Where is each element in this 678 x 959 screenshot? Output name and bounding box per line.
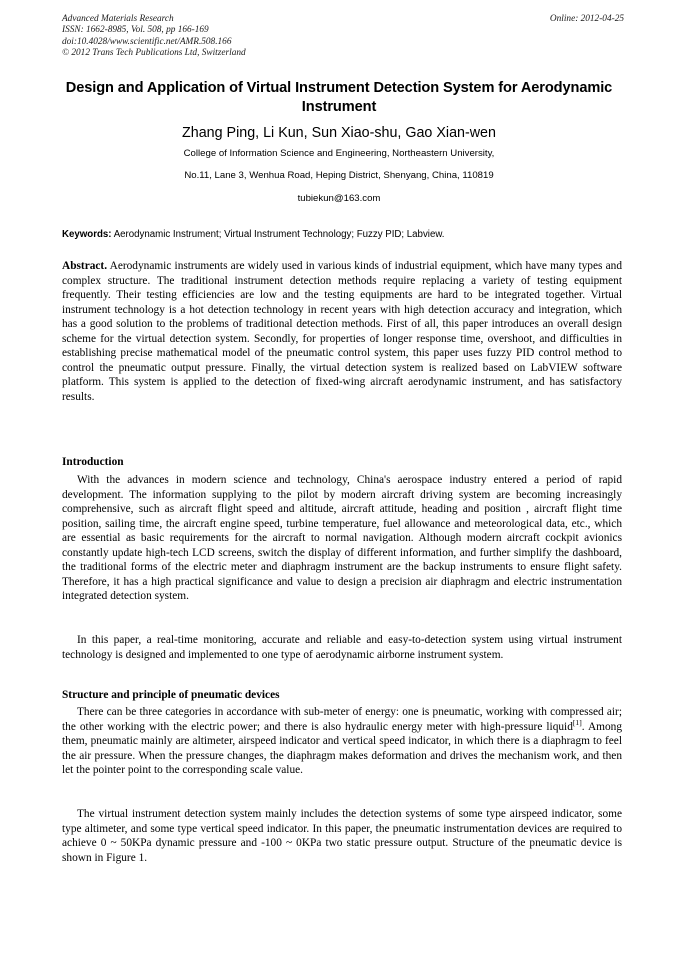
pneumatic-paragraph-1-part-1: There can be three categories in accordance with sub-meter of energy: one is pneumatic, working with compressed air; the other working with the electric power; and there is also hydraulic energy meter with high-pressure liquid [62,706,622,733]
journal-copyright-line: © 2012 Trans Tech Publications Ltd, Switzerland [62,47,246,58]
introduction-paragraph-1: With the advances in modern science and technology, China's aerospace industry entered a period of rapid development. The information supplying to the pilot by modern aircraft driving system are becoming increasingly comprehensive, such as aircraft flight speed and altitude, aircraft attitude, heading and position , aircraft flight time position, sailing time, the aircraft engine speed, turbine temperature, fuel allowance and meteorological data, etc., which are essential as basic requirements for the aircraft to normal navigation. Although modern aircraft cockpit avionics constantly update high-tech LCD screens, switch the display of different information, and further simplify the dashboard, the traditional forms of the electric meter and diaphragm instrument are the backup instruments to ensure flight safety. Therefore, it has a high practical significance and value to design a precision air diaphragm and electric instrumentation integrated detection system. [62,474,622,603]
pneumatic-paragraph-1 [62,705,622,778]
keywords-label: Keywords: [62,229,112,240]
affiliation-line-1: College of Information Science and Engineering, Northeastern University, [183,148,495,159]
page-title: Design and Application of Virtual Instrument Detection System for Aerodynamic Instrument [65,80,613,115]
author-list: Zhang Ping, Li Kun, Sun Xiao-shu, Gao Xian-wen [182,125,496,141]
affiliation-line-2: No.11, Lane 3, Wenhua Road, Heping District, Shenyang, China, 110819 [184,170,494,181]
citation-reference-1: [1] [572,717,582,727]
journal-name: Advanced Materials Research [62,14,174,24]
journal-issn-line: ISSN: 1662-8985, Vol. 508, pp 166-169 [62,25,209,36]
abstract-label: Abstract. [62,260,108,272]
abstract-text: Aerodynamic instruments are widely used in various kinds of industrial equipment, which have many types and complex structure. The traditional instrument detection methods require replacing a variety of testing equipment frequently. Their testing efficiencies are low and the testing equipments are hard to be integrated together. Virtual instrument technology is a hot detection technology in recent years with high detection accuracy and integration, which has a good solution to the problems of traditional detection methods. First of all, this paper introduces an overall design scheme for the virtual detection system. Secondly, for properties of longer response time, overshoot, and difficulties in establishing precise mathematical model of the pneumatic control system, this paper uses fuzzy PID control method to control the pneumatic output pressure. Finally, the virtual detection system is realized based on LabVIEW software platform. This system is applied to the detection of fixed-wing aircraft aerodynamic instrument, and has satisfactory results. [62,260,622,403]
section-heading-pneumatic-devices: Structure and principle of pneumatic devices [62,689,280,701]
journal-doi-line: doi:10.4028/www.scientific.net/AMR.508.166 [62,36,232,47]
introduction-paragraph-2: In this paper, a real-time monitoring, accurate and reliable and easy-to-detection system using virtual instrument technology is designed and implemented to one type of aerodynamic airborne instrument system. [62,634,622,661]
author-email: tubiekun@163.com [297,193,381,204]
pneumatic-paragraph-2: The virtual instrument detection system mainly includes the detection systems of some type airspeed indicator, some type altimeter, and some type vertical speed indicator. In this paper, the pneumatic instrumentation devices are required to achieve 0 ~ 50KPa dynamic pressure and -100 ~ 0KPa two static pressure output. Structure of the pneumatic device is shown in Figure 1. [62,808,622,864]
keywords-line [62,228,624,241]
journal-header [62,14,624,59]
section-heading-introduction: Introduction [62,456,124,468]
pneumatic-paragraph-1-part-2: . Among them, pneumatic mainly are altimeter, airspeed indicator and vertical speed indicator, in which there is a diaphragm to feel the air pressure. When the pressure changes, the diaphragm makes deformation and drives the mechanism work, and then let the pointer point to the corresponding scale value. [62,720,623,777]
keywords-value: Aerodynamic Instrument; Virtual Instrument Technology; Fuzzy PID; Labview. [113,229,445,240]
journal-online-date: Online: 2012-04-25 [549,14,624,24]
abstract-paragraph [62,259,622,404]
